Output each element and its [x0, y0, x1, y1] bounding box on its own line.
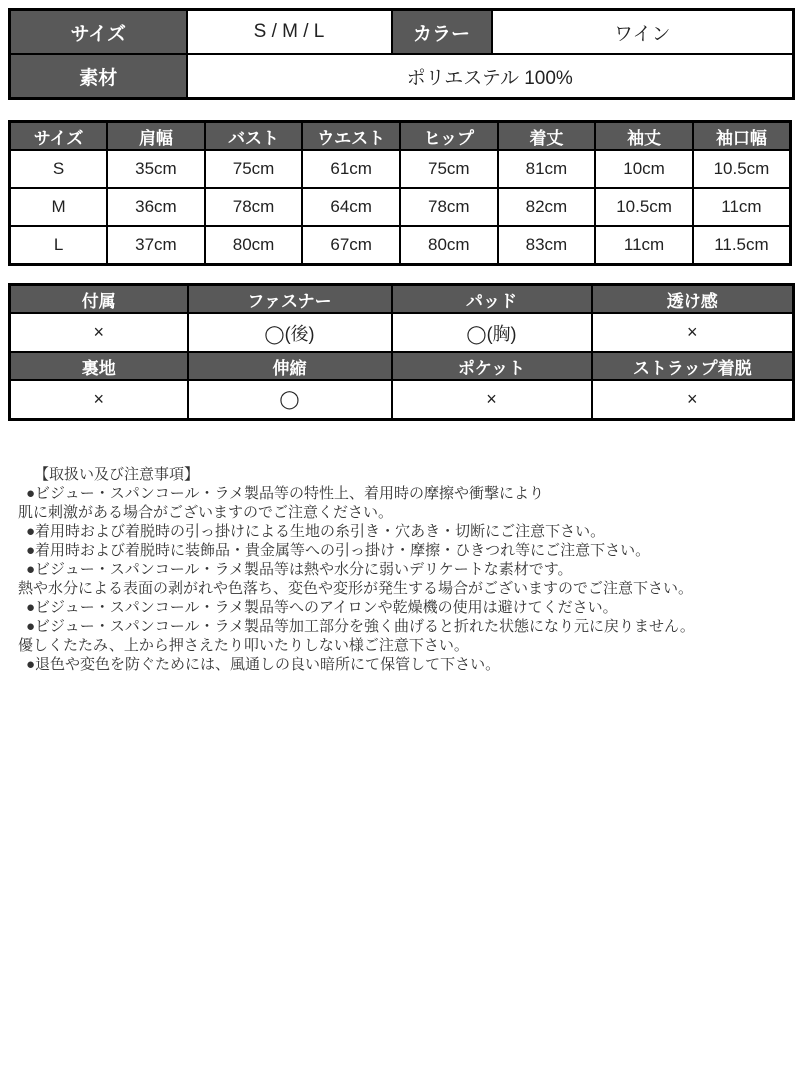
cell-s-cuff: 10.5cm [693, 150, 791, 188]
cell-m-bust: 78cm [205, 188, 303, 226]
size-label-cell: サイズ [10, 10, 187, 55]
measurements-table [8, 120, 792, 266]
features-header-row-2 [10, 352, 794, 380]
material-value-cell: ポリエステル 100% [187, 54, 794, 99]
cell-l-waist: 67cm [302, 226, 400, 265]
cell-m-waist: 64cm [302, 188, 400, 226]
header-lining: 裏地 [10, 352, 188, 380]
cell-m-sleeve: 10.5cm [595, 188, 693, 226]
cell-s-hip: 75cm [400, 150, 498, 188]
care-note-line: 優しくたたみ、上から押さえたり叩いたりしない様ご注意下さい。 [18, 637, 469, 654]
value-sheerness: × [592, 313, 794, 352]
cell-s-bust: 75cm [205, 150, 303, 188]
features-value-row-1 [10, 313, 794, 352]
summary-row-size-color [10, 10, 794, 55]
care-note-line: ●着用時および着脱時に装飾品・貴金属等への引っ掛け・摩擦・ひきつれ等にご注意下さい。 [26, 542, 651, 559]
header-sheerness: 透け感 [592, 285, 794, 314]
care-note-line: 熱や水分による表面の剥がれや色落ち、変色や変形が発生する場合がございますのでご注意下さい。 [18, 580, 694, 597]
cell-l-sleeve: 11cm [595, 226, 693, 265]
col-header-shoulder: 肩幅 [107, 122, 205, 151]
col-header-bust: バスト [205, 122, 303, 151]
features-header-row-1 [10, 285, 794, 314]
measurements-row-s [10, 150, 791, 188]
features-value-row-2 [10, 380, 794, 420]
cell-m-size: M [10, 188, 108, 226]
care-notes-title: 【取扱い及び注意事項】 [34, 466, 200, 483]
cell-l-bust: 80cm [205, 226, 303, 265]
care-note-line: 肌に刺激がある場合がございますのでご注意ください。 [18, 504, 394, 521]
measurements-header-row [10, 122, 791, 151]
size-value-cell: S / M / L [187, 10, 392, 55]
cell-l-hip: 80cm [400, 226, 498, 265]
care-note-line: ●着用時および着脱時の引っ掛けによる生地の糸引き・穴あき・切断にご注意下さい。 [26, 523, 606, 540]
cell-s-waist: 61cm [302, 150, 400, 188]
value-accessory: × [10, 313, 188, 352]
value-fastener: ◯(後) [188, 313, 392, 352]
cell-m-hip: 78cm [400, 188, 498, 226]
cell-l-shoulder: 37cm [107, 226, 205, 265]
cell-s-sleeve: 10cm [595, 150, 693, 188]
measurements-row-m [10, 188, 791, 226]
care-note-line: ●ビジュー・スパンコール・ラメ製品等の特性上、着用時の摩擦や衝撃により [26, 485, 545, 502]
col-header-sleeve: 袖丈 [595, 122, 693, 151]
header-strap: ストラップ着脱 [592, 352, 794, 380]
value-lining: × [10, 380, 188, 420]
color-value-cell: ワイン [492, 10, 794, 55]
cell-l-length: 83cm [498, 226, 596, 265]
header-fastener: ファスナー [188, 285, 392, 314]
care-notes [8, 465, 792, 674]
measurements-row-l [10, 226, 791, 265]
cell-s-length: 81cm [498, 150, 596, 188]
material-label-cell: 素材 [10, 54, 187, 99]
care-note-line: ●ビジュー・スパンコール・ラメ製品等へのアイロンや乾燥機の使用は避けてください。 [26, 599, 618, 616]
cell-m-cuff: 11cm [693, 188, 791, 226]
cell-l-cuff: 11.5cm [693, 226, 791, 265]
color-label-cell: カラー [392, 10, 492, 55]
value-pad: ◯(胸) [392, 313, 592, 352]
care-note-line: ●退色や変色を防ぐためには、風通しの良い暗所にて保管して下さい。 [26, 656, 501, 673]
header-stretch: 伸縮 [188, 352, 392, 380]
cell-s-shoulder: 35cm [107, 150, 205, 188]
care-note-line: ●ビジュー・スパンコール・ラメ製品等加工部分を強く曲げると折れた状態になり元に戻りません。 [26, 618, 695, 635]
col-header-hip: ヒップ [400, 122, 498, 151]
cell-s-size: S [10, 150, 108, 188]
value-stretch: ◯ [188, 380, 392, 420]
summary-table [8, 8, 795, 100]
col-header-cuff: 袖口幅 [693, 122, 791, 151]
col-header-size: サイズ [10, 122, 108, 151]
col-header-length: 着丈 [498, 122, 596, 151]
header-pocket: ポケット [392, 352, 592, 380]
cell-m-shoulder: 36cm [107, 188, 205, 226]
header-pad: パッド [392, 285, 592, 314]
summary-row-material [10, 54, 794, 99]
value-pocket: × [392, 380, 592, 420]
cell-l-size: L [10, 226, 108, 265]
col-header-waist: ウエスト [302, 122, 400, 151]
cell-m-length: 82cm [498, 188, 596, 226]
value-strap: × [592, 380, 794, 420]
features-table [8, 283, 795, 421]
care-note-line: ●ビジュー・スパンコール・ラメ製品等は熱や水分に弱いデリケートな素材です。 [26, 561, 573, 578]
header-accessory: 付属 [10, 285, 188, 314]
